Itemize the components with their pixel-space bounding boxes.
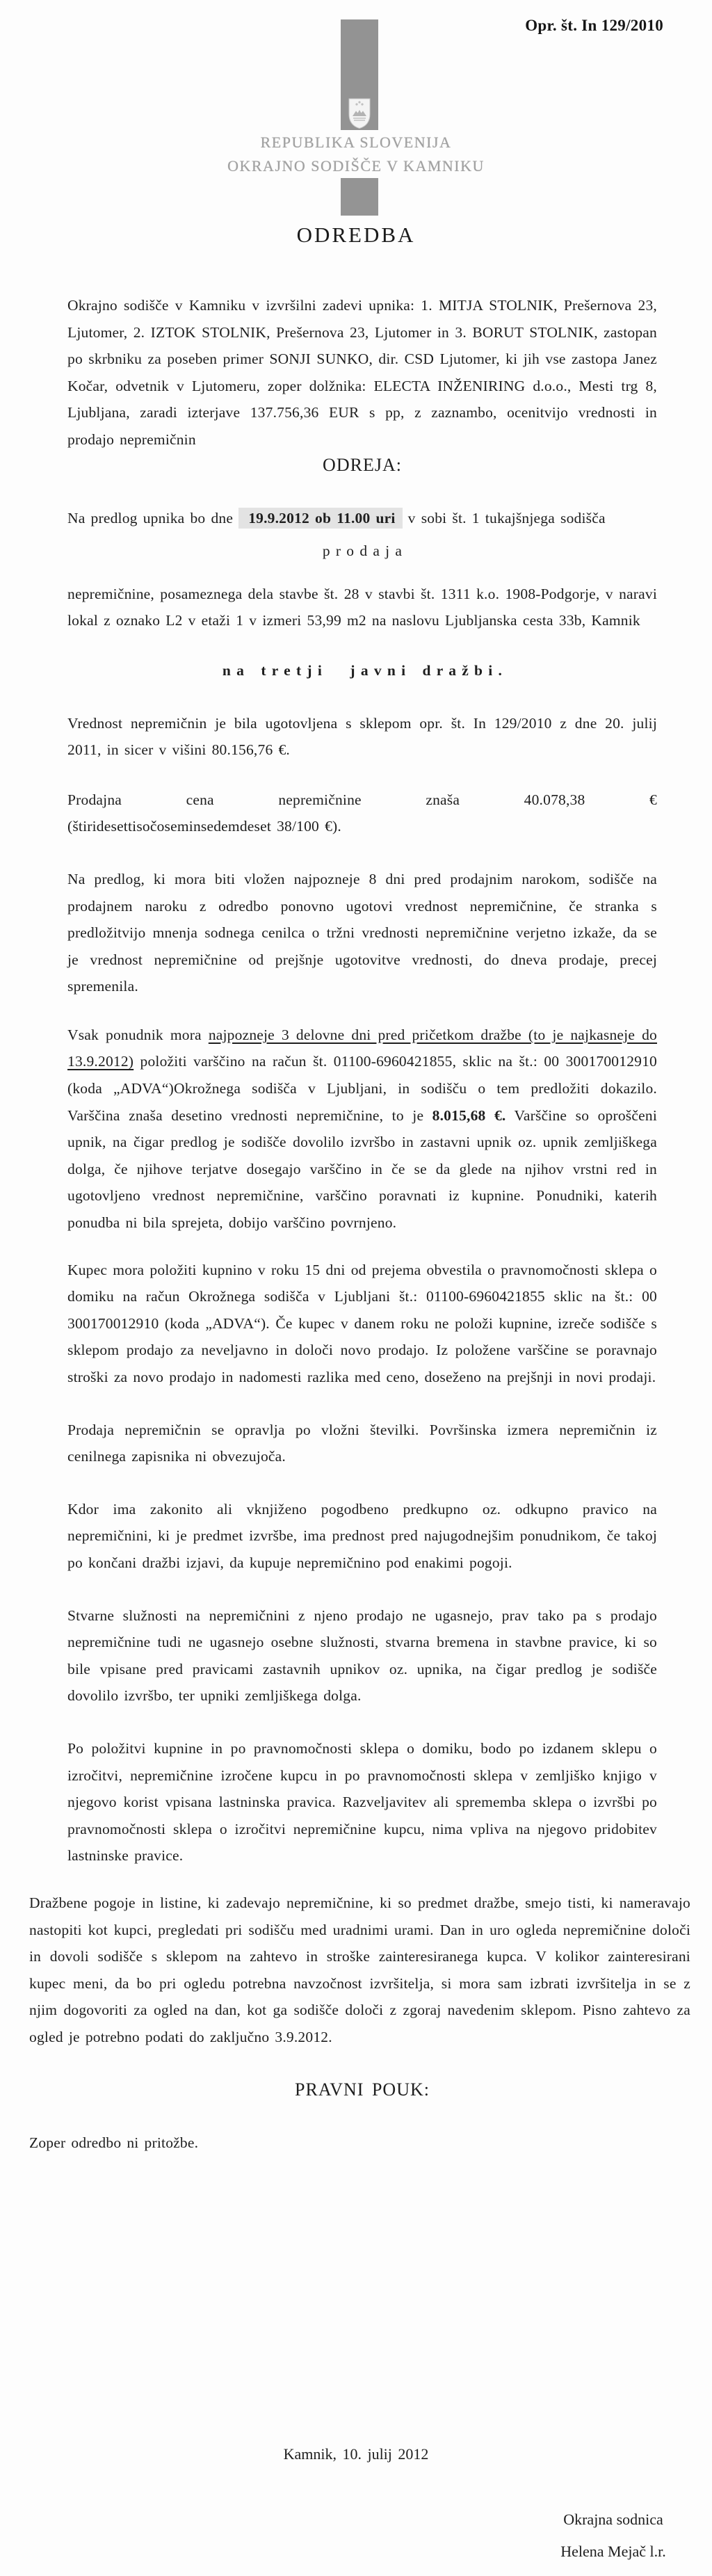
- paragraph: [67, 1735, 657, 1869]
- paragraph: [67, 1496, 657, 1577]
- document-title: ODREDBA: [296, 223, 416, 247]
- text-run: n a t r e t j i j a v n i d r a ž b i .: [222, 661, 503, 679]
- banner-country-label: REPUBLIKA SLOVENIJA: [260, 134, 452, 151]
- paragraph: [67, 581, 657, 634]
- text-run: Na predlog upnika bo dne: [67, 509, 239, 526]
- paragraph: [67, 505, 657, 532]
- paragraph: [29, 1890, 690, 2051]
- text-run: (štiridesettisočoseminsedemdeset 38/100 €).: [67, 818, 341, 835]
- banner-bar-top: [341, 19, 378, 130]
- paragraph: [67, 538, 657, 565]
- text-run: Zoper odredbo ni pritožbe.: [29, 2134, 199, 2152]
- place-date-line: Kamnik, 10. julij 2012: [283, 2445, 429, 2463]
- paragraph: [67, 1417, 657, 1470]
- text-run: PRAVNI POUK:: [295, 2079, 430, 2100]
- text-run: ODREJA:: [323, 454, 402, 475]
- banner-court-label: OKRAJNO SODIŠČE V KAMNIKU: [227, 157, 485, 175]
- signature-title: Okrajna sodnica: [563, 2511, 663, 2528]
- paragraph: [67, 787, 657, 814]
- text-run: Prodaja nepremičnin se opravlja po vložni številki. Površinska izmera nepremičnin iz cenilnega zapisnika ni obvezujoča.: [67, 1421, 657, 1465]
- paragraph: [29, 2130, 690, 2157]
- paragraph: [67, 657, 657, 684]
- text-run: položiti varščino na račun št. 01100-6960421855, sklic na št.: 00 300170012910 (koda „ADVA“)Okrožnega sodišča v Ljubljani, in sodišču o tem predložiti dokazilo. Varščina znaša desetino vrednosti nepremičnine, to je: [67, 1053, 657, 1124]
- text-run: najpozneje 3 delovne dni pred pričetkom dražbe (to je najkasneje do 13.9.2012): [67, 1026, 657, 1070]
- paragraph: [67, 1022, 657, 1237]
- text-run: Kupec mora položiti kupnino v roku 15 dni od prejema obvestila o pravnomočnosti sklepa o domiku na račun Okrožnega sodišča v Ljubljani št.: 01100-6960421855 sklic na št.: 00 300170012910 (koda „ADVA“). Če kupec v danem roku ne položi kupnine, izreče sodišče s sklepom prodajo za neveljavno in določi novo prodajo. Iz položene varščine se poravnajo stroški za novo prodajo in nadomesti razlika med ceno, doseženo na prejšnji in novi prodaji.: [67, 1261, 657, 1385]
- paragraph: [67, 866, 657, 1000]
- paragraph: [67, 813, 657, 840]
- text-run: nepremičnine, posameznega dela stavbe št. 28 v stavbi št. 1311 k.o. 1908-Podgorje, v naravi lokal z oznako L2 v etaži 1 v izmeri 53,99 m2 na naslovu Ljubljanska cesta 33b, Kamnik: [67, 585, 657, 629]
- section-heading: [67, 2076, 657, 2104]
- text-run: Po položitvi kupnine in po pravnomočnosti sklepa o domiku, bodo po izdanem sklepu o izročitvi, nepremičnine izročene kupcu in po pravnomočnosti sklepa v zemljiško knjigo v njegovo korist vpisana lastninska pravica. Razveljavitev ali sprememba sklepa o izvršbi po pravnomočnosti sklepa o izročitvi nepremičnine kupcu, nima vpliva na njegovo pridobitev lastninske pravice.: [67, 1739, 657, 1865]
- text-run: Dražbene pogoje in listine, ki zadevajo nepremičnine, ki so predmet dražbe, smejo tisti, ki nameravajo nastopiti kot kupci, pregledati pri sodišču med uradnimi urami. Dan in uro ogleda nepremičnine določi in dovoli sodišče s sklepom na zahtevo in stroške zainteresiranega kupca. V kolikor zainteresirani kupec meni, da bo pri ogledu potrebna navzočnost izvršitelja, si mora sam izbrati izvršitelja in se z njim dogovoriti za ogled na dan, kot ga sodišče določi z zgoraj navedenim sklepom. Pisno zahtevo za ogled je potrebno podati do zaključno 3.9.2012.: [29, 1894, 690, 2045]
- text-run: Okrajno sodišče v Kamniku v izvršilni zadevi upnika: 1. MITJA STOLNIK, Prešernova 23, Ljutomer, 2. IZTOK STOLNIK, Prešernova 23, Ljutomer in 3. BORUT STOLNIK, zastopan po skrbniku za poseben primer SONJI SUNKO, dir. CSD Ljutomer, ki jih vse zastopa Janez Kočar, odvetnik v Ljutomeru, zoper dolžnika: ELECTA INŽENIRING d.o.o., Mesti trg 8, Ljubljana, zaradi izterjave 137.756,36 EUR s pp, z zaznambo, ocenitvijo vrednosti in prodajo nepremičnin: [67, 297, 657, 448]
- text-run: Na predlog, ki mora biti vložen najpozneje 8 dni pred prodajnim narokom, sodišče na prodajnem naroku z odredbo ponovno ugotovi vrednost nepremičnine, če stranka s predložitvijo mnenja sodnega cenilca o tržni vrednosti nepremičnine verjetno izkaže, da se je vrednost nepremičnine od prejšnje ugotovitve vrednosti, do dneva prodaje, precej spremenila.: [67, 870, 657, 995]
- text-run: 8.015,68 €.: [432, 1106, 506, 1124]
- text-run: Vsak ponudnik mora: [67, 1026, 209, 1043]
- text-run: Stvarne služnosti na nepremičnini z njeno prodajo ne ugasnejo, prav tako pa s prodajo nepremičnine tudi ne ugasnejo osebne služnosti, stvarna bremena in stavbne pravice, ki so bile vpisane pred pravicami zastavnih upnikov oz. upnika, na čigar predlog je sodišče dovolilo izvršbo, ter upniki zemljiškega dolga.: [67, 1607, 657, 1705]
- case-number: Opr. št. In 129/2010: [525, 17, 663, 34]
- section-heading: [67, 451, 657, 479]
- signature-block: [530, 2504, 697, 2568]
- paragraph: [67, 1602, 657, 1709]
- paragraph: [67, 1257, 657, 1391]
- coat-of-arms-icon: [347, 97, 372, 129]
- paragraph: [67, 710, 657, 764]
- text-run: v sobi št. 1 tukajšnjega sodišča: [402, 509, 606, 526]
- document-blocks: [29, 292, 690, 2182]
- text-run: Prodajna cena nepremičnine znaša 40.078,38 €: [67, 791, 657, 808]
- signature-name: Helena Mejač l.r.: [560, 2543, 666, 2560]
- text-run: Kdor ima zakonito ali vknjiženo pogodbeno predkupno oz. odkupno pravico na nepremičnini, ki je predmet izvršbe, ima prednost pred najugodnejšim ponudnikom, če takoj po končani dražbi izjavi, da kupuje nepremičnino pod enakimi pogoji.: [67, 1500, 657, 1571]
- banner-bar-bottom: [341, 178, 378, 216]
- text-run: Vrednost nepremičnin je bila ugotovljena s sklepom opr. št. In 129/2010 z dne 20. julij 2011, in sicer v višini 80.156,76 €.: [67, 714, 657, 759]
- auction-datetime-highlight: 19.9.2012 ob 11.00 uri: [238, 508, 402, 529]
- paragraph: [67, 292, 657, 453]
- text-run: p r o d a j a: [322, 542, 403, 560]
- text-run: Varščine so oproščeni upnik, na čigar predlog je sodišče dovolilo izvršbo in zastavni upnik oz. upnik zemljiškega dolga, če njihove terjatve dosegajo varščino in če se da glede na njihov vrstni red in ugotovljeno vrednost nepremičnine, varščino poravnati iz kupnine. Ponudniki, katerih ponudba ni bila sprejeta, dobijo varščino povrnjeno.: [67, 1106, 657, 1232]
